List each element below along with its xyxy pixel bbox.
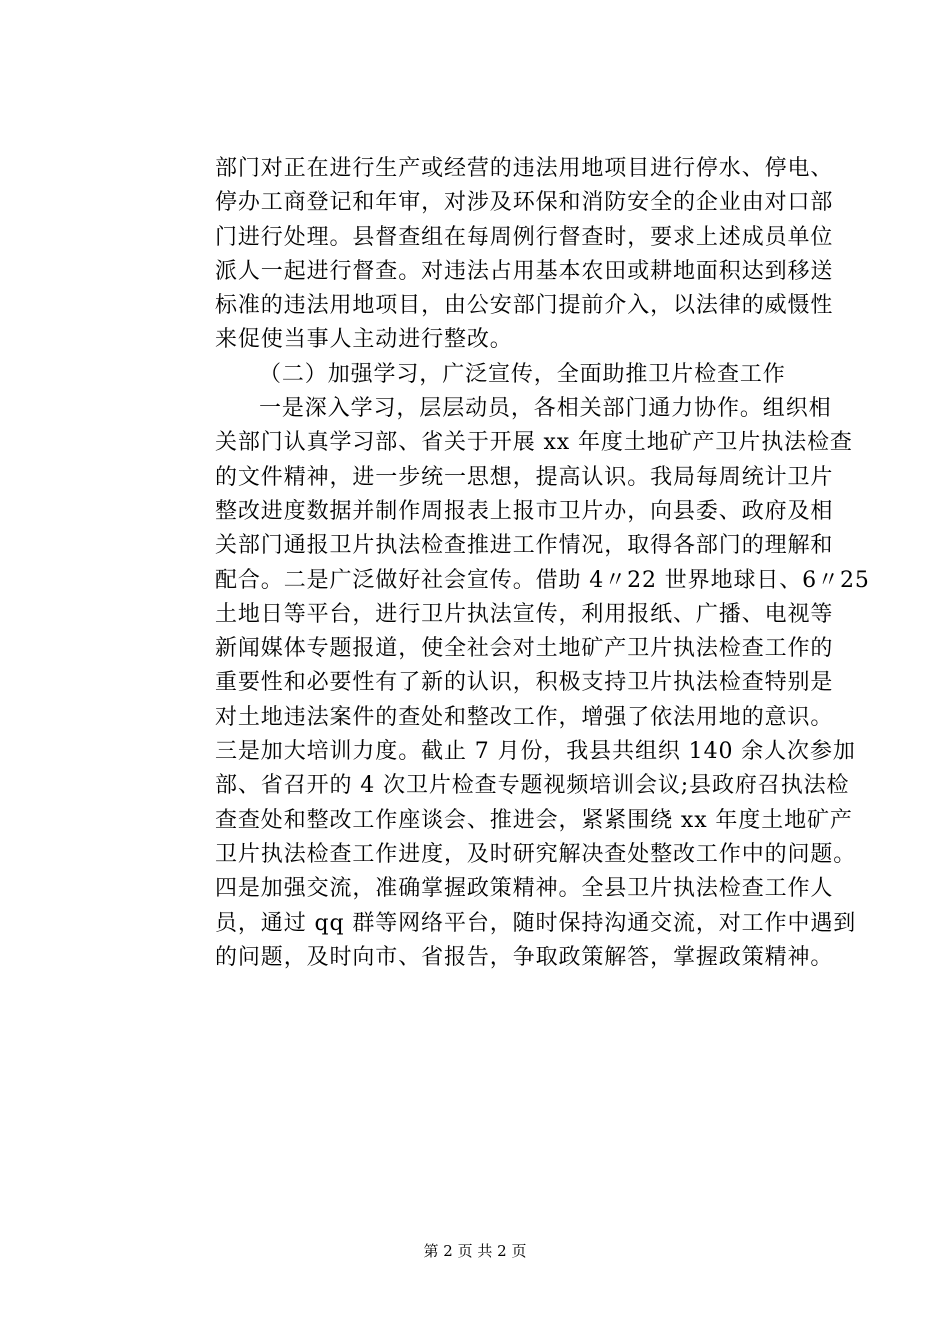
- text-line: 派人一起进行督查。对违法占用基本农田或耕地面积达到移送: [215, 258, 834, 284]
- text-line: 员，通过 qq 群等网络平台，随时保持沟通交流，对工作中遇到: [215, 910, 857, 936]
- text-line: 标准的违法用地项目，由公安部门提前介入，以法律的威慑性: [215, 293, 834, 319]
- text-line: 整改进度数据并制作周报表上报市卫片办，向县委、政府及相: [215, 498, 834, 524]
- page-footer: [0, 1241, 950, 1261]
- text-line: 四是加强交流，准确掌握政策精神。全县卫片执法检查工作人: [215, 876, 834, 902]
- text-line: 关部门认真学习部、省关于开展 xx 年度土地矿产卫片执法检查: [215, 430, 853, 456]
- text-line: 一是深入学习，层层动员，各相关部门通力协作。组织相: [259, 396, 832, 422]
- text-line: 新闻媒体专题报道，使全社会对土地矿产卫片执法检查工作的: [215, 636, 834, 662]
- text-line: 的问题，及时向市、省报告，争取政策解答，掌握政策精神。: [215, 944, 834, 970]
- text-line: 重要性和必要性有了新的认识，积极支持卫片执法检查特别是: [215, 670, 834, 696]
- text-line: 土地日等平台，进行卫片执法宣传，利用报纸、广播、电视等: [215, 601, 834, 627]
- text-line: 部门对正在进行生产或经营的违法用地项目进行停水、停电、: [215, 156, 834, 181]
- text-line: 的文件精神，进一步统一思想，提高认识。我局每周统计卫片: [215, 464, 834, 490]
- document-body: [215, 152, 870, 975]
- text-line: 门进行处理。县督查组在每周例行督查时，要求上述成员单位: [215, 224, 834, 250]
- text-line: 关部门通报卫片执法检查推进工作情况，取得各部门的理解和: [215, 533, 834, 559]
- text-line: 对土地违法案件的查处和整改工作，增强了依法用地的意识。: [215, 704, 834, 730]
- text-line: 来促使当事人主动进行整改。: [215, 327, 513, 353]
- text-line: 配合。二是广泛做好社会宣传。借助 4〃22 世界地球日、6〃25: [215, 567, 870, 593]
- text-line: 卫片执法检查工作进度，及时研究解决查处整改工作中的问题。: [215, 841, 857, 867]
- text-line: 查查处和整改工作座谈会、推进会，紧紧围绕 xx 年度土地矿产: [215, 807, 853, 833]
- section-heading: （二）加强学习，广泛宣传，全面助推卫片检查工作: [259, 361, 786, 387]
- text-line: 停办工商登记和年审，对涉及环保和消防安全的企业由对口部: [215, 190, 834, 216]
- page-number: 第 2 页 共 2 页: [423, 1242, 527, 1260]
- text-line: 部、省召开的 4 次卫片检查专题视频培训会议;县政府召执法检: [215, 773, 850, 799]
- text-line: 三是加大培训力度。截止 7 月份，我县共组织 140 余人次参加: [215, 739, 856, 765]
